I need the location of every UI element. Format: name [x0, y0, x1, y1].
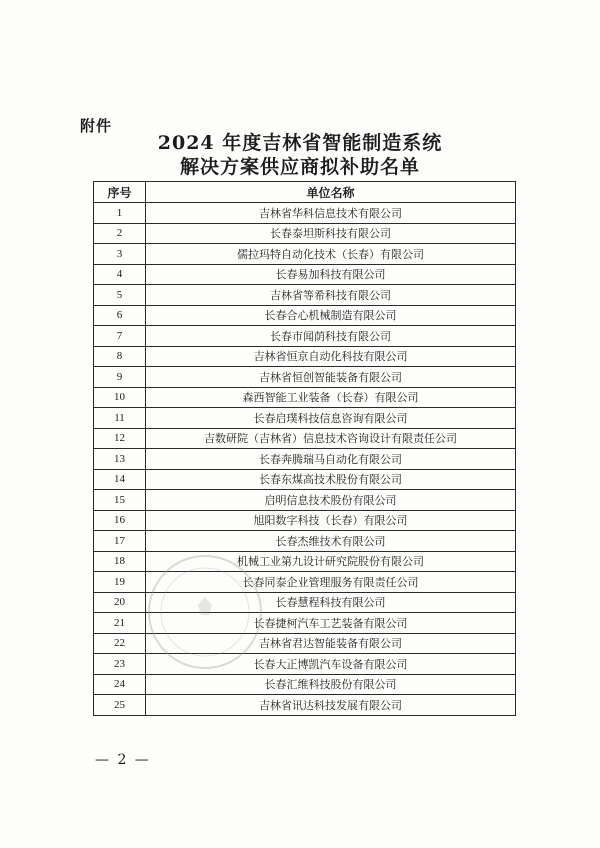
document-title-line2: 解决方案供应商拟补助名单	[179, 156, 420, 178]
table-row	[94, 531, 516, 552]
serial-number-cell: 25	[94, 695, 146, 716]
serial-number-cell: 5	[94, 285, 146, 306]
serial-number-cell: 10	[94, 387, 146, 408]
serial-number-cell: 6	[94, 305, 146, 326]
table-row	[94, 346, 516, 367]
serial-number-cell: 11	[94, 408, 146, 429]
table-row	[94, 305, 516, 326]
serial-number-cell: 14	[94, 469, 146, 490]
document-title-line1: 2024 年度吉林省智能制造系统	[157, 132, 443, 154]
serial-number-cell: 21	[94, 613, 146, 634]
subsidy-list-table	[93, 181, 516, 716]
serial-number-cell: 4	[94, 264, 146, 285]
table-row	[94, 326, 516, 347]
table-row	[94, 551, 516, 572]
serial-number-cell: 7	[94, 326, 146, 347]
table-row	[94, 490, 516, 511]
table-row	[94, 367, 516, 388]
serial-number-cell: 18	[94, 551, 146, 572]
table-row	[94, 264, 516, 285]
serial-number-cell: 16	[94, 510, 146, 531]
serial-number-cell: 9	[94, 367, 146, 388]
company-name-cell: 长春泰坦斯科技有限公司	[146, 223, 516, 244]
company-name-cell: 长春易加科技有限公司	[146, 264, 516, 285]
table-row	[94, 203, 516, 224]
page-number: — 2 —	[95, 752, 151, 768]
serial-number-cell: 1	[94, 203, 146, 224]
table-row	[94, 244, 516, 265]
company-name-cell: 长春捷柯汽车工艺装备有限公司	[146, 613, 516, 634]
company-name-cell: 长春大正博凯汽车设备有限公司	[146, 654, 516, 675]
serial-number-cell: 3	[94, 244, 146, 265]
table-row	[94, 469, 516, 490]
company-name-cell: 儒拉玛特自动化技术（长春）有限公司	[146, 244, 516, 265]
table-row	[94, 449, 516, 470]
serial-number-cell: 17	[94, 531, 146, 552]
company-name-cell: 长春汇维科技股份有限公司	[146, 674, 516, 695]
table-row	[94, 674, 516, 695]
table-row	[94, 223, 516, 244]
table-row	[94, 408, 516, 429]
company-name-cell: 吉数研院（吉林省）信息技术咨询设计有限责任公司	[146, 428, 516, 449]
table-row	[94, 572, 516, 593]
serial-number-cell: 20	[94, 592, 146, 613]
company-name-cell: 长春杰维技术有限公司	[146, 531, 516, 552]
serial-number-cell: 19	[94, 572, 146, 593]
serial-number-cell: 24	[94, 674, 146, 695]
column-header-serial: 序号	[94, 182, 146, 203]
company-name-cell: 长春合心机械制造有限公司	[146, 305, 516, 326]
serial-number-cell: 12	[94, 428, 146, 449]
table-body	[94, 203, 516, 716]
serial-number-cell: 23	[94, 654, 146, 675]
company-name-cell: 长春奔腾瑞马自动化有限公司	[146, 449, 516, 470]
company-name-cell: 旭阳数字科技（长春）有限公司	[146, 510, 516, 531]
column-header-company: 单位名称	[146, 182, 516, 203]
table-row	[94, 654, 516, 675]
table-row	[94, 592, 516, 613]
serial-number-cell: 15	[94, 490, 146, 511]
company-name-cell: 长春同泰企业管理服务有限责任公司	[146, 572, 516, 593]
table-header-row	[94, 182, 516, 203]
table-row	[94, 285, 516, 306]
company-name-cell: 长春市闻荫科技有限公司	[146, 326, 516, 347]
company-name-cell: 长春慧程科技有限公司	[146, 592, 516, 613]
attachment-label: 附件	[80, 117, 113, 135]
table-row	[94, 510, 516, 531]
company-name-cell: 长春启璞科技信息咨询有限公司	[146, 408, 516, 429]
company-name-cell: 吉林省恒京自动化科技有限公司	[146, 346, 516, 367]
company-name-cell: 森西智能工业装备（长春）有限公司	[146, 387, 516, 408]
company-name-cell: 吉林省君达智能装备有限公司	[146, 633, 516, 654]
table-row	[94, 695, 516, 716]
serial-number-cell: 8	[94, 346, 146, 367]
company-name-cell: 吉林省等希科技有限公司	[146, 285, 516, 306]
table-row	[94, 633, 516, 654]
company-name-cell: 机械工业第九设计研究院股份有限公司	[146, 551, 516, 572]
table-row	[94, 387, 516, 408]
serial-number-cell: 13	[94, 449, 146, 470]
serial-number-cell: 22	[94, 633, 146, 654]
company-name-cell: 长春东煤高技术股份有限公司	[146, 469, 516, 490]
serial-number-cell: 2	[94, 223, 146, 244]
company-name-cell: 吉林省华科信息技术有限公司	[146, 203, 516, 224]
company-name-cell: 启明信息技术股份有限公司	[146, 490, 516, 511]
table-row	[94, 428, 516, 449]
company-name-cell: 吉林省恒创智能装备有限公司	[146, 367, 516, 388]
table-row	[94, 613, 516, 634]
company-name-cell: 吉林省讯达科技发展有限公司	[146, 695, 516, 716]
